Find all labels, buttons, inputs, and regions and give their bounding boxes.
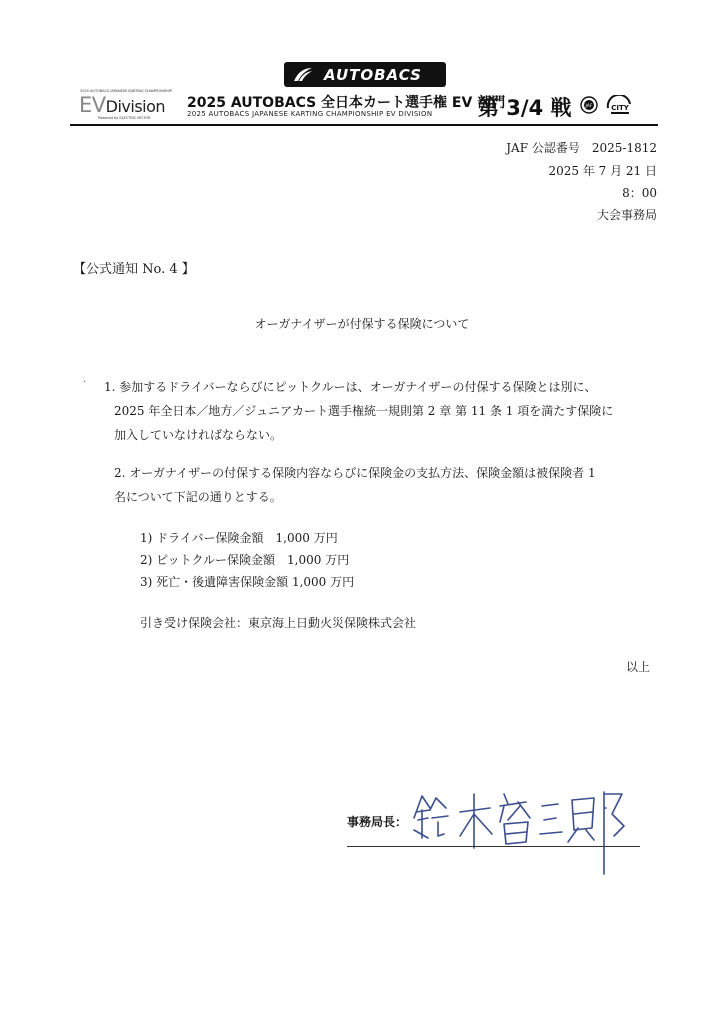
jaf-emblem-text: JAF <box>585 104 593 109</box>
round-number: 第 3/4 戦 <box>478 96 572 120</box>
ev-powered-caption: Powered by ELECTRIC MOTOR <box>98 116 151 120</box>
notice-time: 8：00 <box>622 186 657 200</box>
item2-line1: 2. オーガナイザーの付保する保険内容ならびに保険金の支払方法、保険金額は被保険者 1 <box>114 466 596 480</box>
ev-division-prefix: EV <box>79 93 106 117</box>
notice-date: 2025 年 7 月 21 日 <box>548 164 657 178</box>
ev-division-logo <box>79 93 165 117</box>
city-circuit-logo-icon <box>604 95 634 119</box>
item2-line2: 名について下記の通りとする。 <box>114 490 282 504</box>
jaf-emblem-icon <box>580 96 598 114</box>
item1-line3: 加入していなければならない。 <box>114 428 283 442</box>
signature-label: 事務局長： <box>347 815 408 829</box>
jaf-approval-number: JAF 公認番号 2025-1812 <box>506 141 657 155</box>
ev-division-caption: 2025 AUTOBACS JAPANESE KARTING CHAMPIONSHIP <box>80 89 172 93</box>
coverage-item: 3) 死亡・後遺障害保険金額 1,000 万円 <box>140 575 355 589</box>
item1-line1: 1. 参加するドライバーならびにピットクルーは、オーガナイザーの付保する保険とは別に、 <box>104 380 597 394</box>
city-logo-text: CITY <box>611 104 629 112</box>
notice-subject: オーガナイザーが付保する保険について <box>254 317 470 331</box>
stray-mark: ‧ <box>83 377 87 388</box>
notice-title: 【公式通知 No. 4 】 <box>73 262 195 277</box>
header-divider <box>70 124 658 126</box>
coverage-item: 1) ドライバー保険金額 1,000 万円 <box>140 531 338 545</box>
autobacs-swoosh-icon <box>292 66 314 83</box>
handwritten-signature <box>408 778 648 878</box>
insurance-company: 引き受け保険会社：東京海上日動火災保険株式会社 <box>140 616 417 630</box>
ev-division-suffix: Division <box>105 97 166 116</box>
autobacs-logo <box>284 62 446 87</box>
brand-name: AUTOBACS <box>324 65 422 84</box>
closing-remark: 以上 <box>625 660 650 674</box>
coverage-item: 2) ピットクルー保険金額 1,000 万円 <box>140 553 350 567</box>
championship-subtitle: 2025 AUTOBACS JAPANESE KARTING CHAMPIONSHIP EV DIVISION <box>187 110 433 118</box>
issuer: 大会事務局 <box>596 208 657 222</box>
championship-title: 2025 AUTOBACS 全日本カート選手権 EV 部門 <box>187 95 506 111</box>
item1-line2: 2025 年全日本／地方／ジュニアカート選手権統一規則第 2 章 第 11 条 1 項を満たす保険に <box>114 404 614 418</box>
signature-line <box>347 846 640 847</box>
